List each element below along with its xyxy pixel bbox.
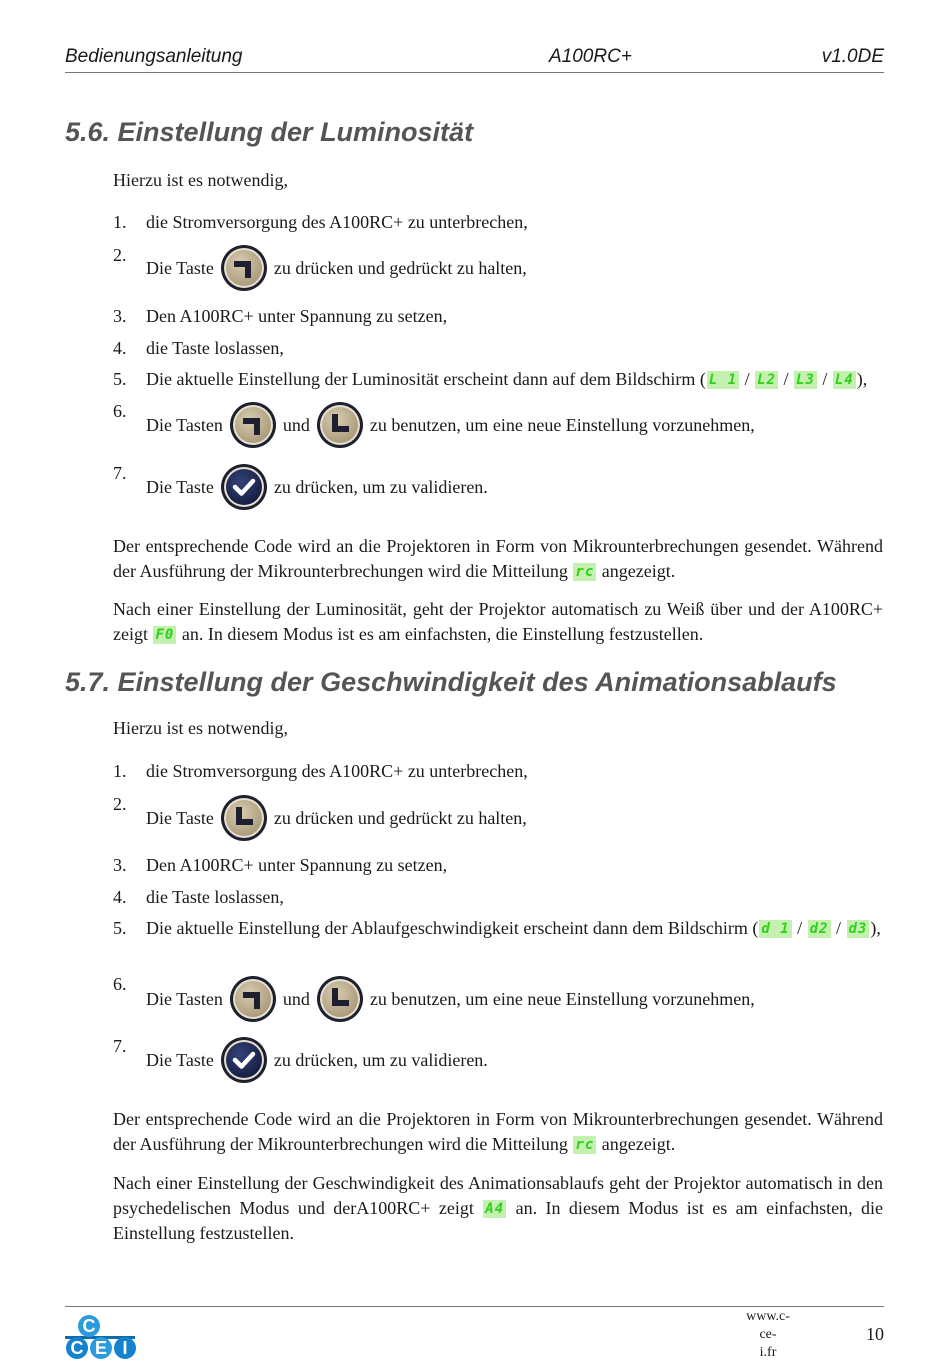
item-text: Den A100RC+ unter Spannung zu setzen, [146, 855, 448, 875]
item-number: 1. [113, 761, 127, 781]
paragraph-5-7-code [113, 1107, 883, 1157]
lcd-code: L2 [757, 372, 777, 388]
item-text: zu benutzen, um eine neue Einstellung vorzunehmen, [369, 989, 755, 1009]
header-left: Bedienungsanleitung [65, 46, 243, 67]
item-number: 2. [113, 794, 127, 814]
item-number: 6. [113, 401, 127, 421]
section-title-5-6: 5.6. Einstellung der Luminosität [65, 117, 474, 147]
svg-text:C: C [82, 1316, 96, 1336]
item-number: 3. [113, 306, 127, 326]
item-text: die Taste loslassen, [146, 338, 284, 358]
separator: / [822, 369, 828, 389]
footer-divider [65, 1306, 884, 1307]
separator: / [836, 918, 842, 938]
separator: / [783, 369, 789, 389]
item-text: und [282, 989, 310, 1009]
item-text-end: ), [856, 369, 868, 389]
paragraph-text: Der entsprechende Code wird an die Projektoren in Form von Mikrounterbrechungen gesendet. Während der Ausführung der Mikrounterbrechungen wird die Mitteilung [113, 536, 883, 581]
ccei-logo [65, 1312, 137, 1362]
paragraph-text: Der entsprechende Code wird an die Projektoren in Form von Mikrounterbrechungen gesendet. Während der Ausführung der Mikrounterbrechungen wird die Mitteilung [113, 1109, 883, 1154]
header-right: v1.0DE [821, 46, 884, 67]
item-text: und [282, 415, 310, 435]
item-text-end: ), [870, 918, 881, 938]
svg-text:I: I [122, 1338, 128, 1358]
url-line: ce- [759, 1327, 777, 1342]
item-text: Die Taste [146, 1050, 214, 1070]
item-number: 3. [113, 855, 127, 875]
item-number: 4. [113, 887, 127, 907]
separator: / [744, 369, 750, 389]
paragraph-5-6-code [113, 534, 883, 584]
lcd-code: F0 [155, 627, 175, 643]
lcd-code: d3 [848, 921, 868, 937]
item-number: 5. [113, 918, 127, 938]
item-text: zu drücken, um zu validieren. [273, 477, 488, 497]
lcd-code: L3 [796, 372, 815, 388]
top-right-corner-button-icon [229, 975, 277, 1023]
header-center: A100RC+ [549, 46, 632, 67]
page-number: 10 [866, 1324, 884, 1344]
paragraph-5-7-mode [113, 1171, 883, 1246]
lcd-code: d 1 [761, 921, 790, 937]
lcd-code: L 1 [708, 372, 738, 388]
item-text: die Stromversorgung des A100RC+ zu unterbrechen, [146, 761, 528, 781]
bottom-left-corner-button-icon [220, 794, 268, 842]
svg-text:E: E [94, 1338, 108, 1358]
item-text: Die Taste [146, 477, 214, 497]
page-header [65, 46, 884, 73]
item-text: zu drücken und gedrückt zu halten, [273, 808, 527, 828]
intro-5-7: Hierzu ist es notwendig, [113, 718, 288, 738]
url-line: www.c- [746, 1309, 790, 1324]
paragraph-text: angezeigt. [601, 1134, 676, 1154]
bottom-left-corner-button-icon [316, 401, 364, 449]
item-number: 5. [113, 369, 127, 389]
paragraph-text: an. In diesem Modus ist es am einfachsten, die Einstellung festzustellen. [113, 1198, 883, 1243]
item-text: zu drücken, um zu validieren. [273, 1050, 488, 1070]
separator: / [797, 918, 803, 938]
item-number: 2. [113, 245, 127, 265]
intro-5-6: Hierzu ist es notwendig, [113, 170, 288, 190]
lcd-code: rc [575, 564, 595, 580]
item-text: Die Taste [146, 258, 214, 278]
lcd-code: rc [575, 1137, 595, 1153]
url-line: i.fr [759, 1345, 777, 1360]
lcd-code: L4 [834, 372, 854, 388]
paragraph-text: angezeigt. [601, 561, 676, 581]
item-text: die Taste loslassen, [146, 887, 284, 907]
top-right-corner-button-icon [229, 401, 277, 449]
paragraph-text: Nach einer Einstellung der Luminosität, geht der Projektor automatisch zu Weiß über und der A100RC+ zeigt [113, 599, 883, 644]
item-text: Die aktuelle Einstellung der Luminosität erscheint dann auf dem Bildschirm ( [146, 369, 706, 389]
section-title-5-7: 5.7. Einstellung der Geschwindigkeit des Animationsablaufs [65, 667, 837, 697]
paragraph-text: an. In diesem Modus ist es am einfachsten, die Einstellung festzustellen. [181, 624, 704, 644]
checkmark-button-icon [220, 1036, 268, 1084]
item-number: 4. [113, 338, 127, 358]
svg-text:C: C [70, 1338, 84, 1358]
lcd-code: A4 [485, 1201, 505, 1217]
item-text: die Stromversorgung des A100RC+ zu unterbrechen, [146, 212, 528, 232]
item-number: 7. [113, 463, 127, 483]
website-url [738, 1308, 798, 1362]
item-text: zu benutzen, um eine neue Einstellung vorzunehmen, [369, 415, 755, 435]
item-text: Die Tasten [146, 415, 223, 435]
paragraph-5-6-mode [113, 597, 883, 647]
item-number: 1. [113, 212, 127, 232]
item-number: 6. [113, 974, 127, 994]
item-text: Den A100RC+ unter Spannung zu setzen, [146, 306, 448, 326]
lcd-code: d2 [809, 921, 829, 937]
item-text: Die Taste [146, 808, 214, 828]
item-text: Die Tasten [146, 989, 223, 1009]
top-right-corner-button-icon [220, 244, 268, 292]
bottom-left-corner-button-icon [316, 975, 364, 1023]
checkmark-button-icon [220, 463, 268, 511]
item-number: 7. [113, 1036, 127, 1056]
item-text: zu drücken und gedrückt zu halten, [273, 258, 527, 278]
paragraph-text: Nach einer Einstellung der Geschwindigkeit des Animationsablaufs geht der Projektor automatisch in den psychedelischen Modus und derA100RC+ zeigt [113, 1173, 883, 1218]
item-text: Die aktuelle Einstellung der Ablaufgeschwindigkeit erscheint dann dem Bildschirm ( [146, 918, 759, 938]
